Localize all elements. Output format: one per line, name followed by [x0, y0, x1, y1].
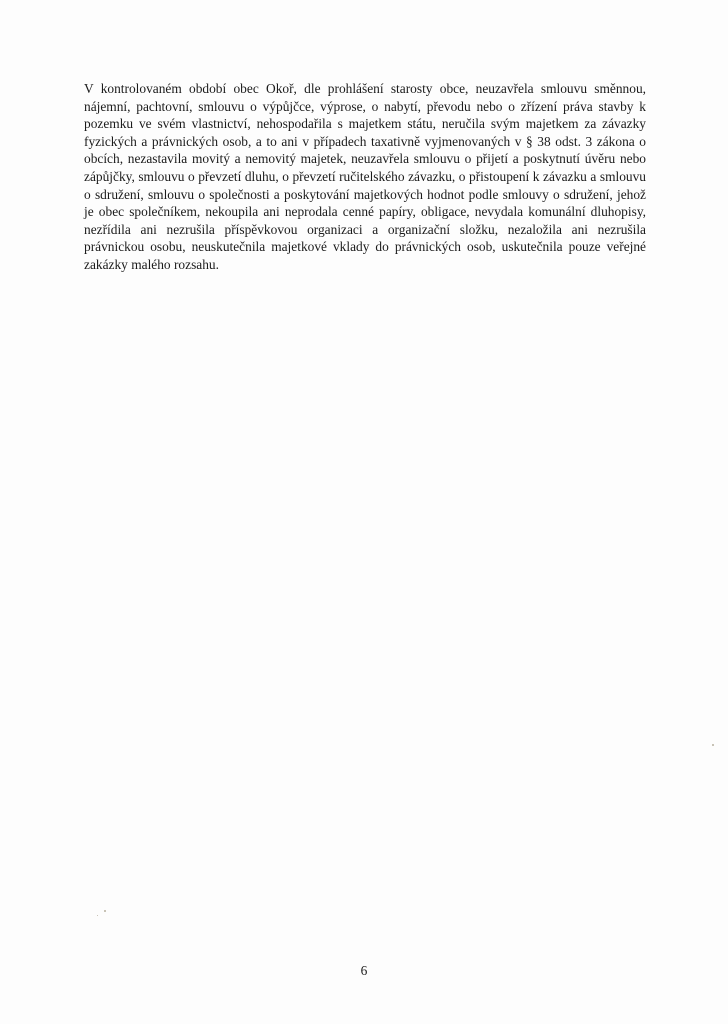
- page-number: 6: [360, 963, 368, 978]
- scan-speck: [104, 910, 106, 912]
- scan-speck: [97, 915, 98, 916]
- scan-speck: [712, 744, 714, 746]
- body-paragraph: V kontrolovaném období obec Okoř, dle prohlášení starosty obce, neuzavřela smlouvu směnnou, nájemní, pachtovní, smlouvu o výpůjčce, výprose, o nabytí, převodu nebo o zřízení práva stavby k pozemku ve svém vlastnictví, nehospodařila s majetkem státu, neručila svým majetkem za závazky fyzických a právnických osob, a to ani v případech taxativně vyjmenovaných v § 38 odst. 3 zákona o obcích, nezastavila movitý a nemovitý majetek, neuzavřela smlouvu o přijetí a poskytnutí úvěru nebo zápůjčky, smlouvu o převzetí dluhu, o převzetí ručitelského závazku, o přistoupení k závazku a smlouvu o sdružení, smlouvu o společnosti a poskytování majetkových hodnot podle smlouvy o sdružení, jehož je obec společníkem, nekoupila ani neprodala cenné papíry, obligace, nevydala komunální dluhopisy, nezřídila ani nezrušila příspěvkovou organizaci a organizační složku, nezaložila ani nezrušila právnickou osobu, neuskutečnila majetkové vklady do právnických osob, uskutečnila pouze veřejné zakázky malého rozsahu.: [84, 81, 646, 272]
